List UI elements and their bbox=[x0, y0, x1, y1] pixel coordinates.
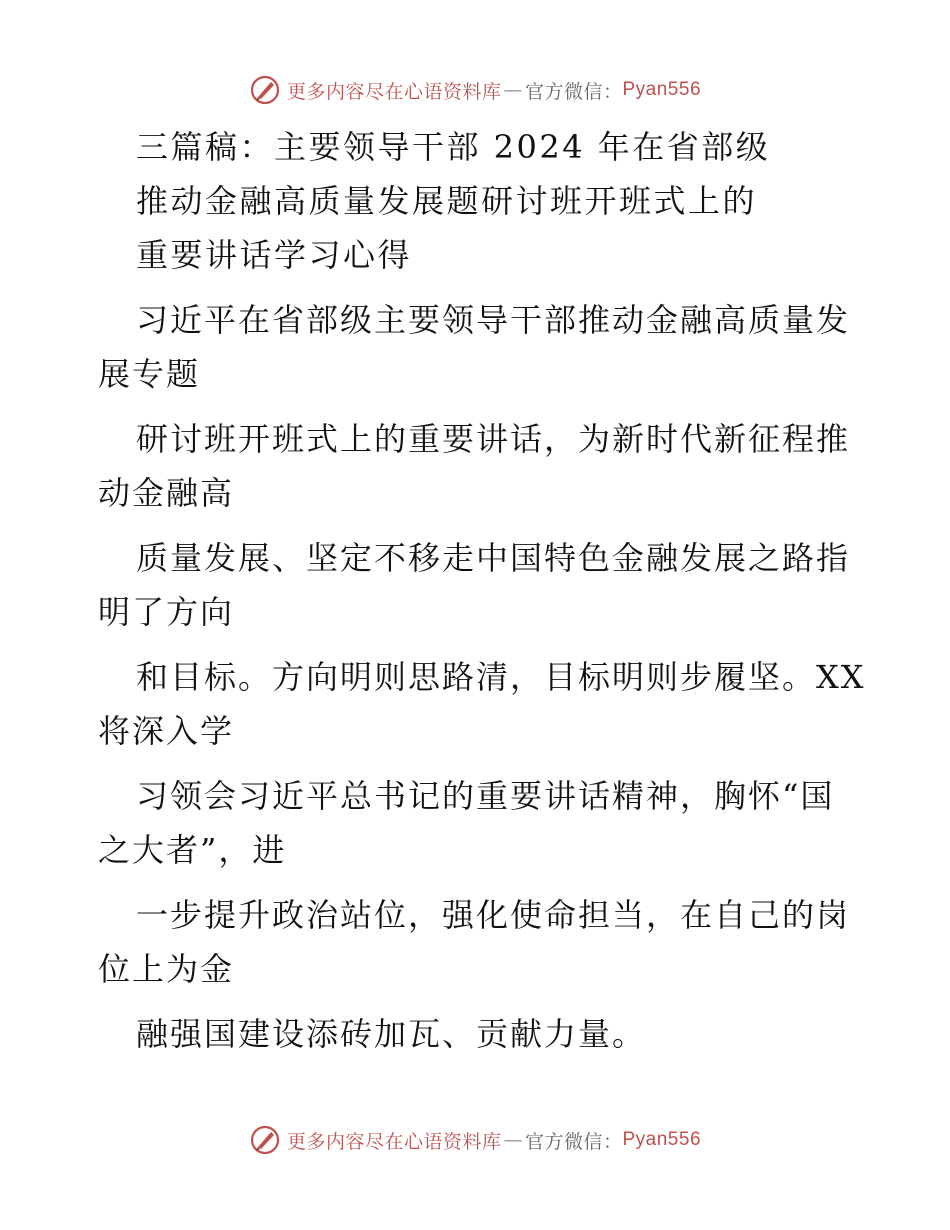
watermark-dash: — bbox=[503, 79, 523, 101]
paragraph-line-wrap: 明了方向 bbox=[98, 593, 235, 631]
title-line-1: 三篇稿：主要领导干部 2024 年在省部级 bbox=[136, 128, 771, 166]
watermark-wechat-id: Pyan556 bbox=[622, 1129, 702, 1150]
watermark-wechat-id: Pyan556 bbox=[622, 79, 702, 100]
paragraph-line: 质量发展、坚定不移走中国特色金融发展之路指 bbox=[136, 539, 851, 577]
quill-pen-logo-icon bbox=[249, 1124, 281, 1156]
title-line-2: 推动金融高质量发展题研讨班开班式上的 bbox=[136, 182, 758, 220]
title-line-3: 重要讲话学习心得 bbox=[136, 236, 413, 274]
paragraph-line: 习领会习近平总书记的重要讲话精神，胸怀“国 bbox=[136, 777, 835, 815]
paragraph-line: 融强国建设添砖加瓦、贡献力量。 bbox=[136, 1015, 647, 1053]
quill-pen-logo-icon bbox=[249, 74, 281, 106]
paragraph-line-wrap: 将深入学 bbox=[98, 712, 235, 750]
watermark-wechat-label: 官方微信： bbox=[524, 80, 623, 103]
paragraph-line: 研讨班开班式上的重要讲话，为新时代新征程推 bbox=[136, 420, 851, 458]
watermark-dash: — bbox=[503, 1129, 523, 1151]
header-watermark bbox=[0, 70, 950, 110]
footer-watermark bbox=[0, 1120, 950, 1160]
paragraph-line-wrap: 之大者”，进 bbox=[98, 831, 287, 869]
watermark-wechat-label: 官方微信： bbox=[524, 1130, 623, 1153]
watermark-main-text: 更多内容尽在心语资料库 bbox=[286, 1130, 502, 1153]
paragraph-line: 一步提升政治站位，强化使命担当，在自己的岗 bbox=[136, 896, 851, 934]
paragraph-line-wrap: 位上为金 bbox=[98, 950, 235, 988]
paragraph-line-wrap: 动金融高 bbox=[98, 474, 235, 512]
watermark-main-text: 更多内容尽在心语资料库 bbox=[286, 80, 502, 103]
paragraph-line-wrap: 展专题 bbox=[98, 355, 201, 393]
paragraph-line: 和目标。方向明则思路清，目标明则步履坚。XX bbox=[136, 658, 866, 696]
paragraph-line: 习近平在省部级主要领导干部推动金融高质量发 bbox=[136, 301, 851, 339]
document-body bbox=[98, 120, 866, 1061]
